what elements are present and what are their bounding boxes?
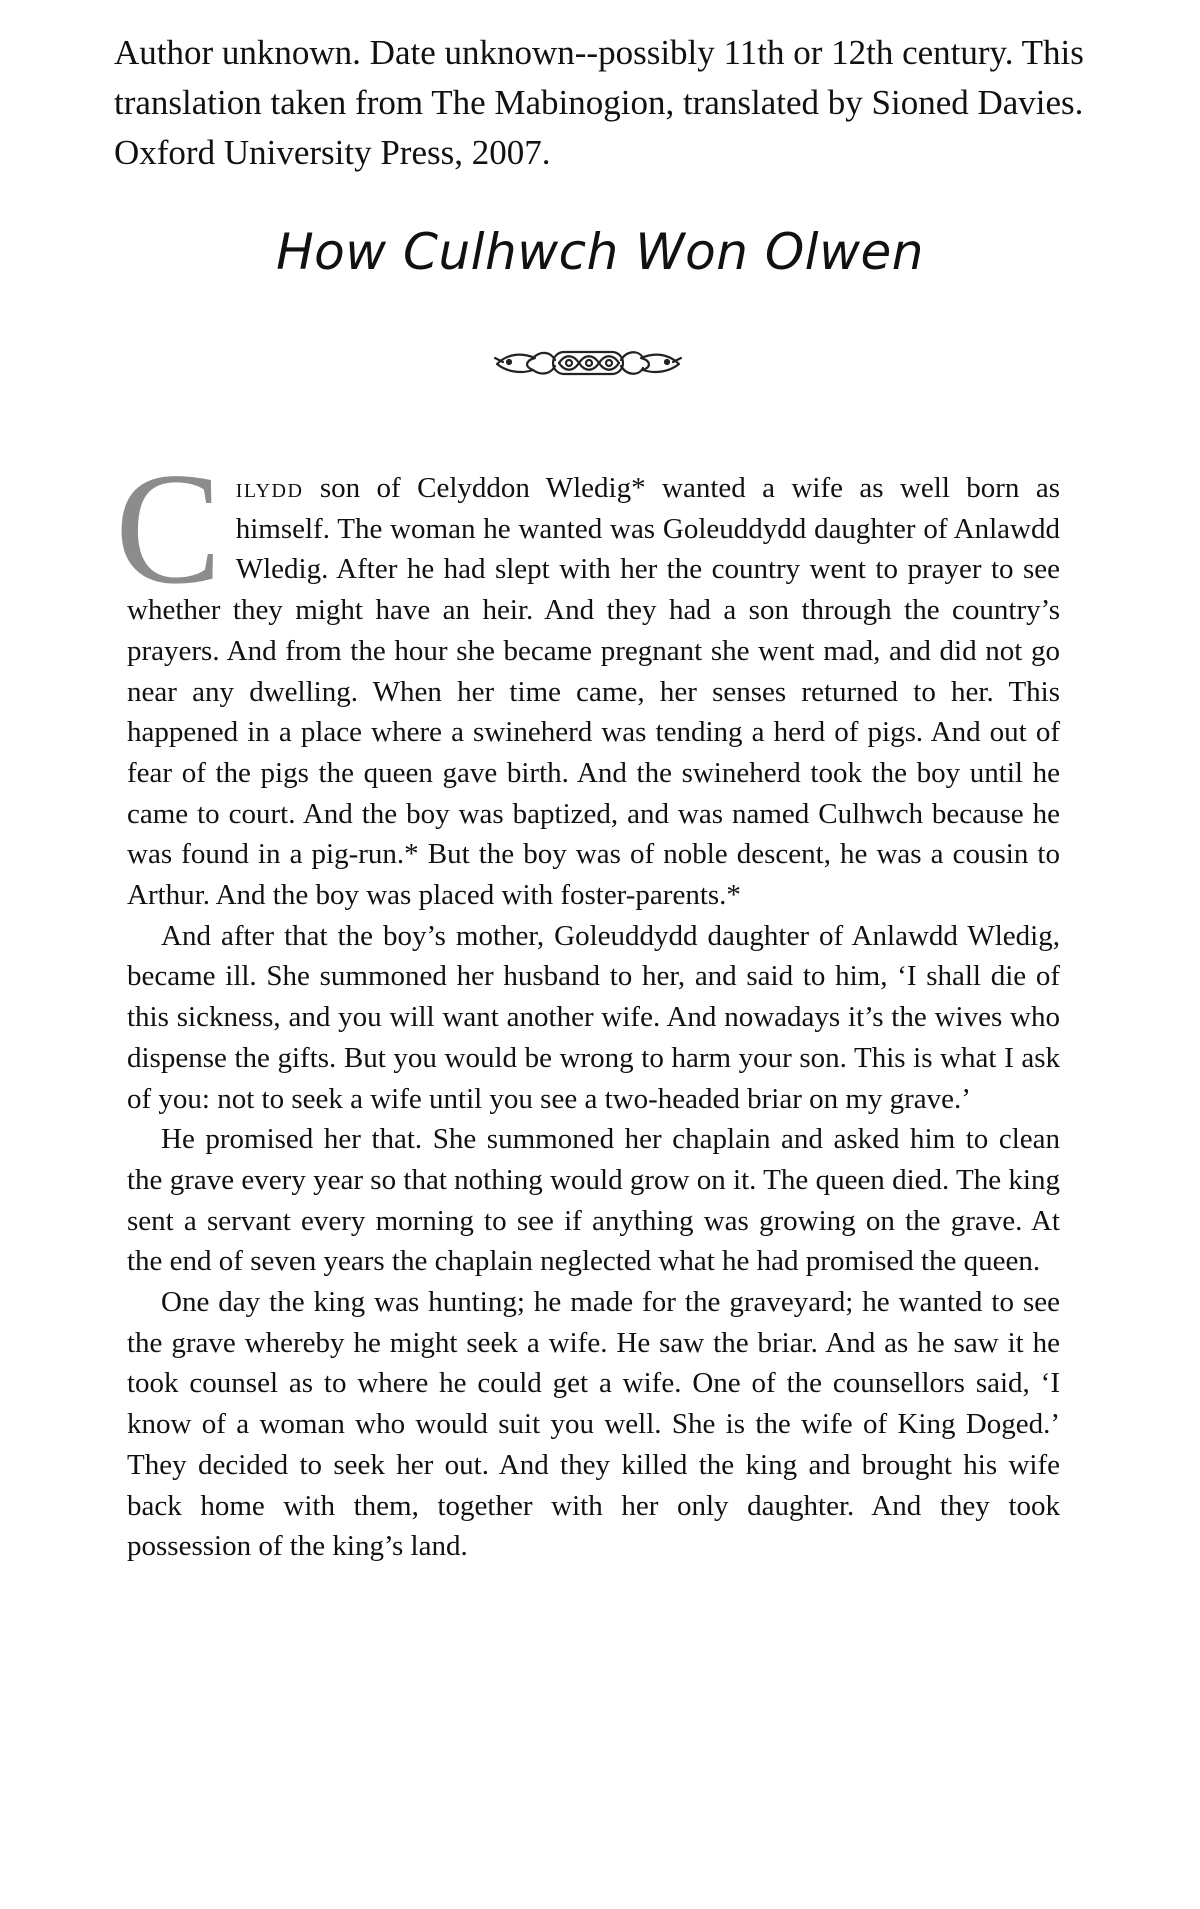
drop-cap-letter: C [115, 439, 222, 617]
celtic-knot-ornament-icon [493, 340, 683, 384]
story-paragraph: One day the king was hunting; he made for the graveyard; he wanted to see the grave whereby he might seek a wife. He saw the briar. And as he saw it he took counsel as to where he could get a wife. One of the counsellors said, ‘I know of a woman who would suit you well. She is the wife of King Doged.’ They decided to seek her out. And they killed the king and brought his wife back home with them, together with her only daughter. And they took possession of the king’s land. [127, 1286, 1060, 1563]
story-paragraph: He promised her that. She summoned her chaplain and asked him to clean the grave every year so that nothing would grow on it. The queen died. The king sent a servant every morning to see if anything was growing on the grave. At the end of seven years the chaplain neglected what he had promised the queen. [127, 1123, 1060, 1278]
page-title: How Culhwch Won Olwen [276, 223, 924, 281]
opening-small-caps: ilydd [235, 472, 304, 504]
story-body [115, 439, 1060, 1567]
paragraph-text: son of Celyddon Wledig* wanted a wife as well born as himself. The woman he wanted was Goleuddydd daughter of Anlawdd Wledig. After he had slept with her the country went to prayer to see whether they might have an heir. And they had a son through the country’s prayers. And from the hour she became pregnant she went mad, and did not go near any dwelling. When her time came, her senses returned to her. This happened in a place where a swineherd was tending a herd of pigs. And out of fear of the pigs the queen gave birth. And the swineherd took the boy until he came to court. And the boy was baptized, and was named Culhwch because he was found in a pig-run.* But the boy was of noble descent, he was a cousin to Arthur. And the boy was placed with foster-parents.* [127, 472, 1060, 912]
story-paragraph [115, 439, 1060, 916]
story-paragraph: And after that the boy’s mother, Goleuddydd daughter of Anlawdd Wledig, became ill. She summoned her husband to her, and said to him, ‘I shall die of this sickness, and you will want another wife. And nowadays it’s the wives who dispense the gifts. But you would be wrong to harm your son. This is what I ask of you: not to seek a wife until you see a two-headed briar on my grave.’ [127, 919, 1060, 1115]
source-attribution: Author unknown. Date unknown--possibly 11th or 12th century. This translation taken from The Mabinogion, translated by Sioned Davies. Oxford University Press, 2007. [114, 33, 1084, 172]
